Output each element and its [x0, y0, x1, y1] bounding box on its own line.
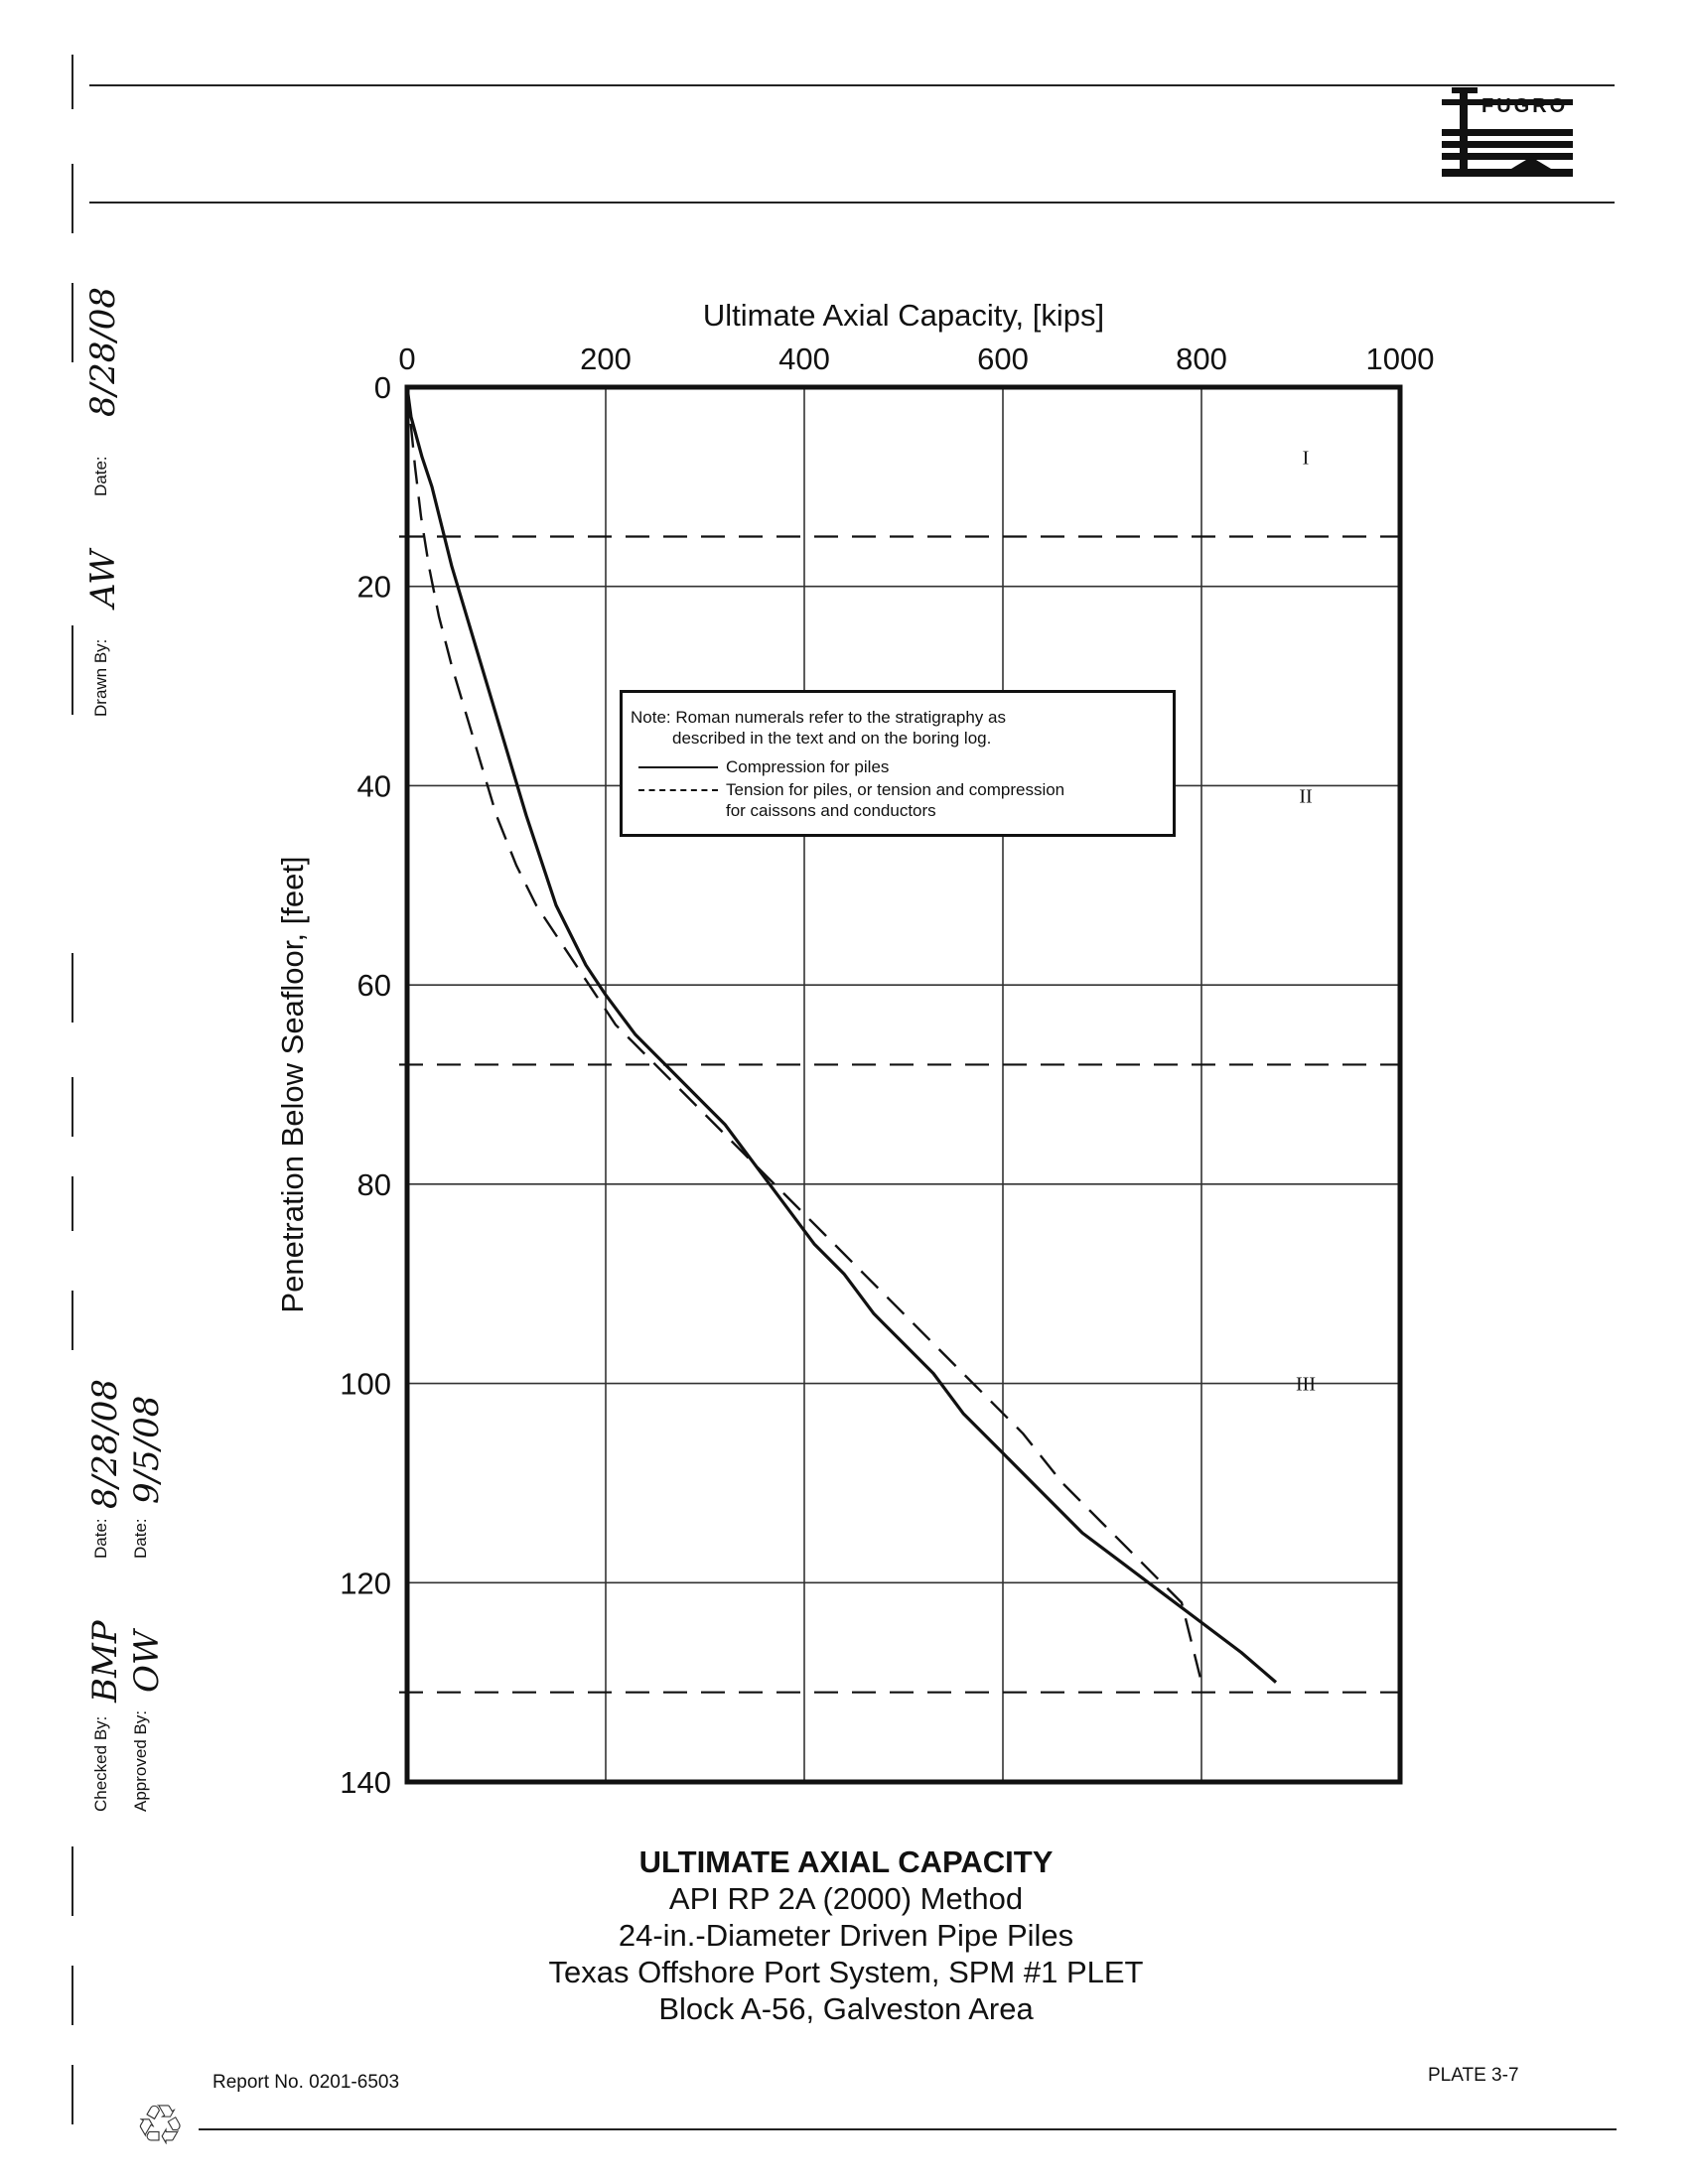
- x-tick-label: 400: [778, 341, 830, 376]
- chart-series: [407, 387, 1276, 1683]
- x-tick-label: 600: [977, 341, 1029, 376]
- drawn-date-label: Date:: [91, 456, 110, 496]
- plate-number: PLATE 3-7: [1428, 2065, 1519, 2086]
- legend-entry-compression: [631, 756, 1165, 777]
- chart-ticks: [340, 341, 1434, 1800]
- y-tick-label: 20: [356, 569, 391, 605]
- x-tick-label: 1000: [1365, 341, 1435, 376]
- chart-frame: [407, 387, 1400, 1782]
- caption-line-2: API RP 2A (2000) Method: [668, 1881, 1024, 1916]
- y-tick-label: 120: [340, 1566, 391, 1601]
- legend-swatch-dashed: [638, 789, 718, 791]
- legend-note-continued: described in the text and on the boring log.: [672, 729, 992, 748]
- plot-frame: [407, 387, 1400, 1782]
- approved-date-label: Date:: [131, 1518, 150, 1559]
- stratigraphy-layer-label: I: [1302, 447, 1310, 470]
- stratigraphy-layer-label: II: [1299, 785, 1313, 808]
- report-number: Report No. 0201-6503: [212, 2072, 400, 2093]
- footer-rule: [199, 2128, 1617, 2130]
- approved-date-value: 9/5/08: [127, 1395, 167, 1504]
- drawn-date-value: 8/28/08: [83, 286, 123, 417]
- legend-label-tension-continued: for caissons and conductors: [726, 801, 936, 820]
- logo-wordmark: FUGRO: [1481, 95, 1569, 117]
- legend-entry-tension: [631, 779, 1165, 800]
- chart-grid: [407, 387, 1400, 1782]
- drawn-by-signature: AW: [83, 549, 123, 608]
- legend-note: Note: Roman numerals refer to the stratigraphy as: [631, 708, 1006, 727]
- legend-label-compression: Compression for piles: [726, 757, 890, 776]
- series-compression-line: [407, 387, 1276, 1683]
- recycle-icon: ♲: [135, 2094, 186, 2156]
- x-axis-title: Ultimate Axial Capacity, [kips]: [702, 298, 1105, 333]
- x-tick-label: 200: [580, 341, 632, 376]
- y-axis-title: Penetration Below Seafloor, [feet]: [275, 856, 310, 1313]
- caption-line-3: 24-in.-Diameter Driven Pipe Piles: [618, 1918, 1074, 1953]
- caption-title: ULTIMATE AXIAL CAPACITY: [638, 1844, 1054, 1879]
- caption-line-4: Texas Offshore Port System, SPM #1 PLET: [548, 1955, 1144, 1989]
- checked-by-label: Checked By:: [91, 1715, 110, 1812]
- y-tick-label: 60: [356, 968, 391, 1004]
- checked-by-signature: BMP: [85, 1620, 125, 1703]
- legend-swatch-solid: [638, 766, 718, 768]
- y-tick-label: 80: [356, 1166, 391, 1202]
- legend-label-tension: Tension for piles, or tension and compression: [726, 780, 1065, 799]
- caption-line-5: Block A-56, Galveston Area: [658, 1991, 1034, 2026]
- drawn-by-label: Drawn By:: [91, 638, 110, 717]
- approved-by-label: Approved By:: [131, 1709, 150, 1812]
- checked-date-value: 8/28/08: [85, 1378, 125, 1509]
- approved-by-signature: OW: [127, 1630, 167, 1693]
- y-tick-label: 40: [356, 768, 391, 804]
- y-tick-label: 140: [340, 1765, 391, 1800]
- x-tick-label: 800: [1176, 341, 1227, 376]
- y-tick-label: 0: [373, 370, 391, 405]
- x-tick-label: 0: [398, 341, 416, 376]
- chart-legend: [620, 690, 1176, 837]
- checked-date-label: Date:: [91, 1518, 110, 1559]
- y-tick-label: 100: [340, 1366, 391, 1402]
- stratigraphy-layer-label: III: [1296, 1373, 1316, 1396]
- chart-labels: [275, 298, 1316, 1396]
